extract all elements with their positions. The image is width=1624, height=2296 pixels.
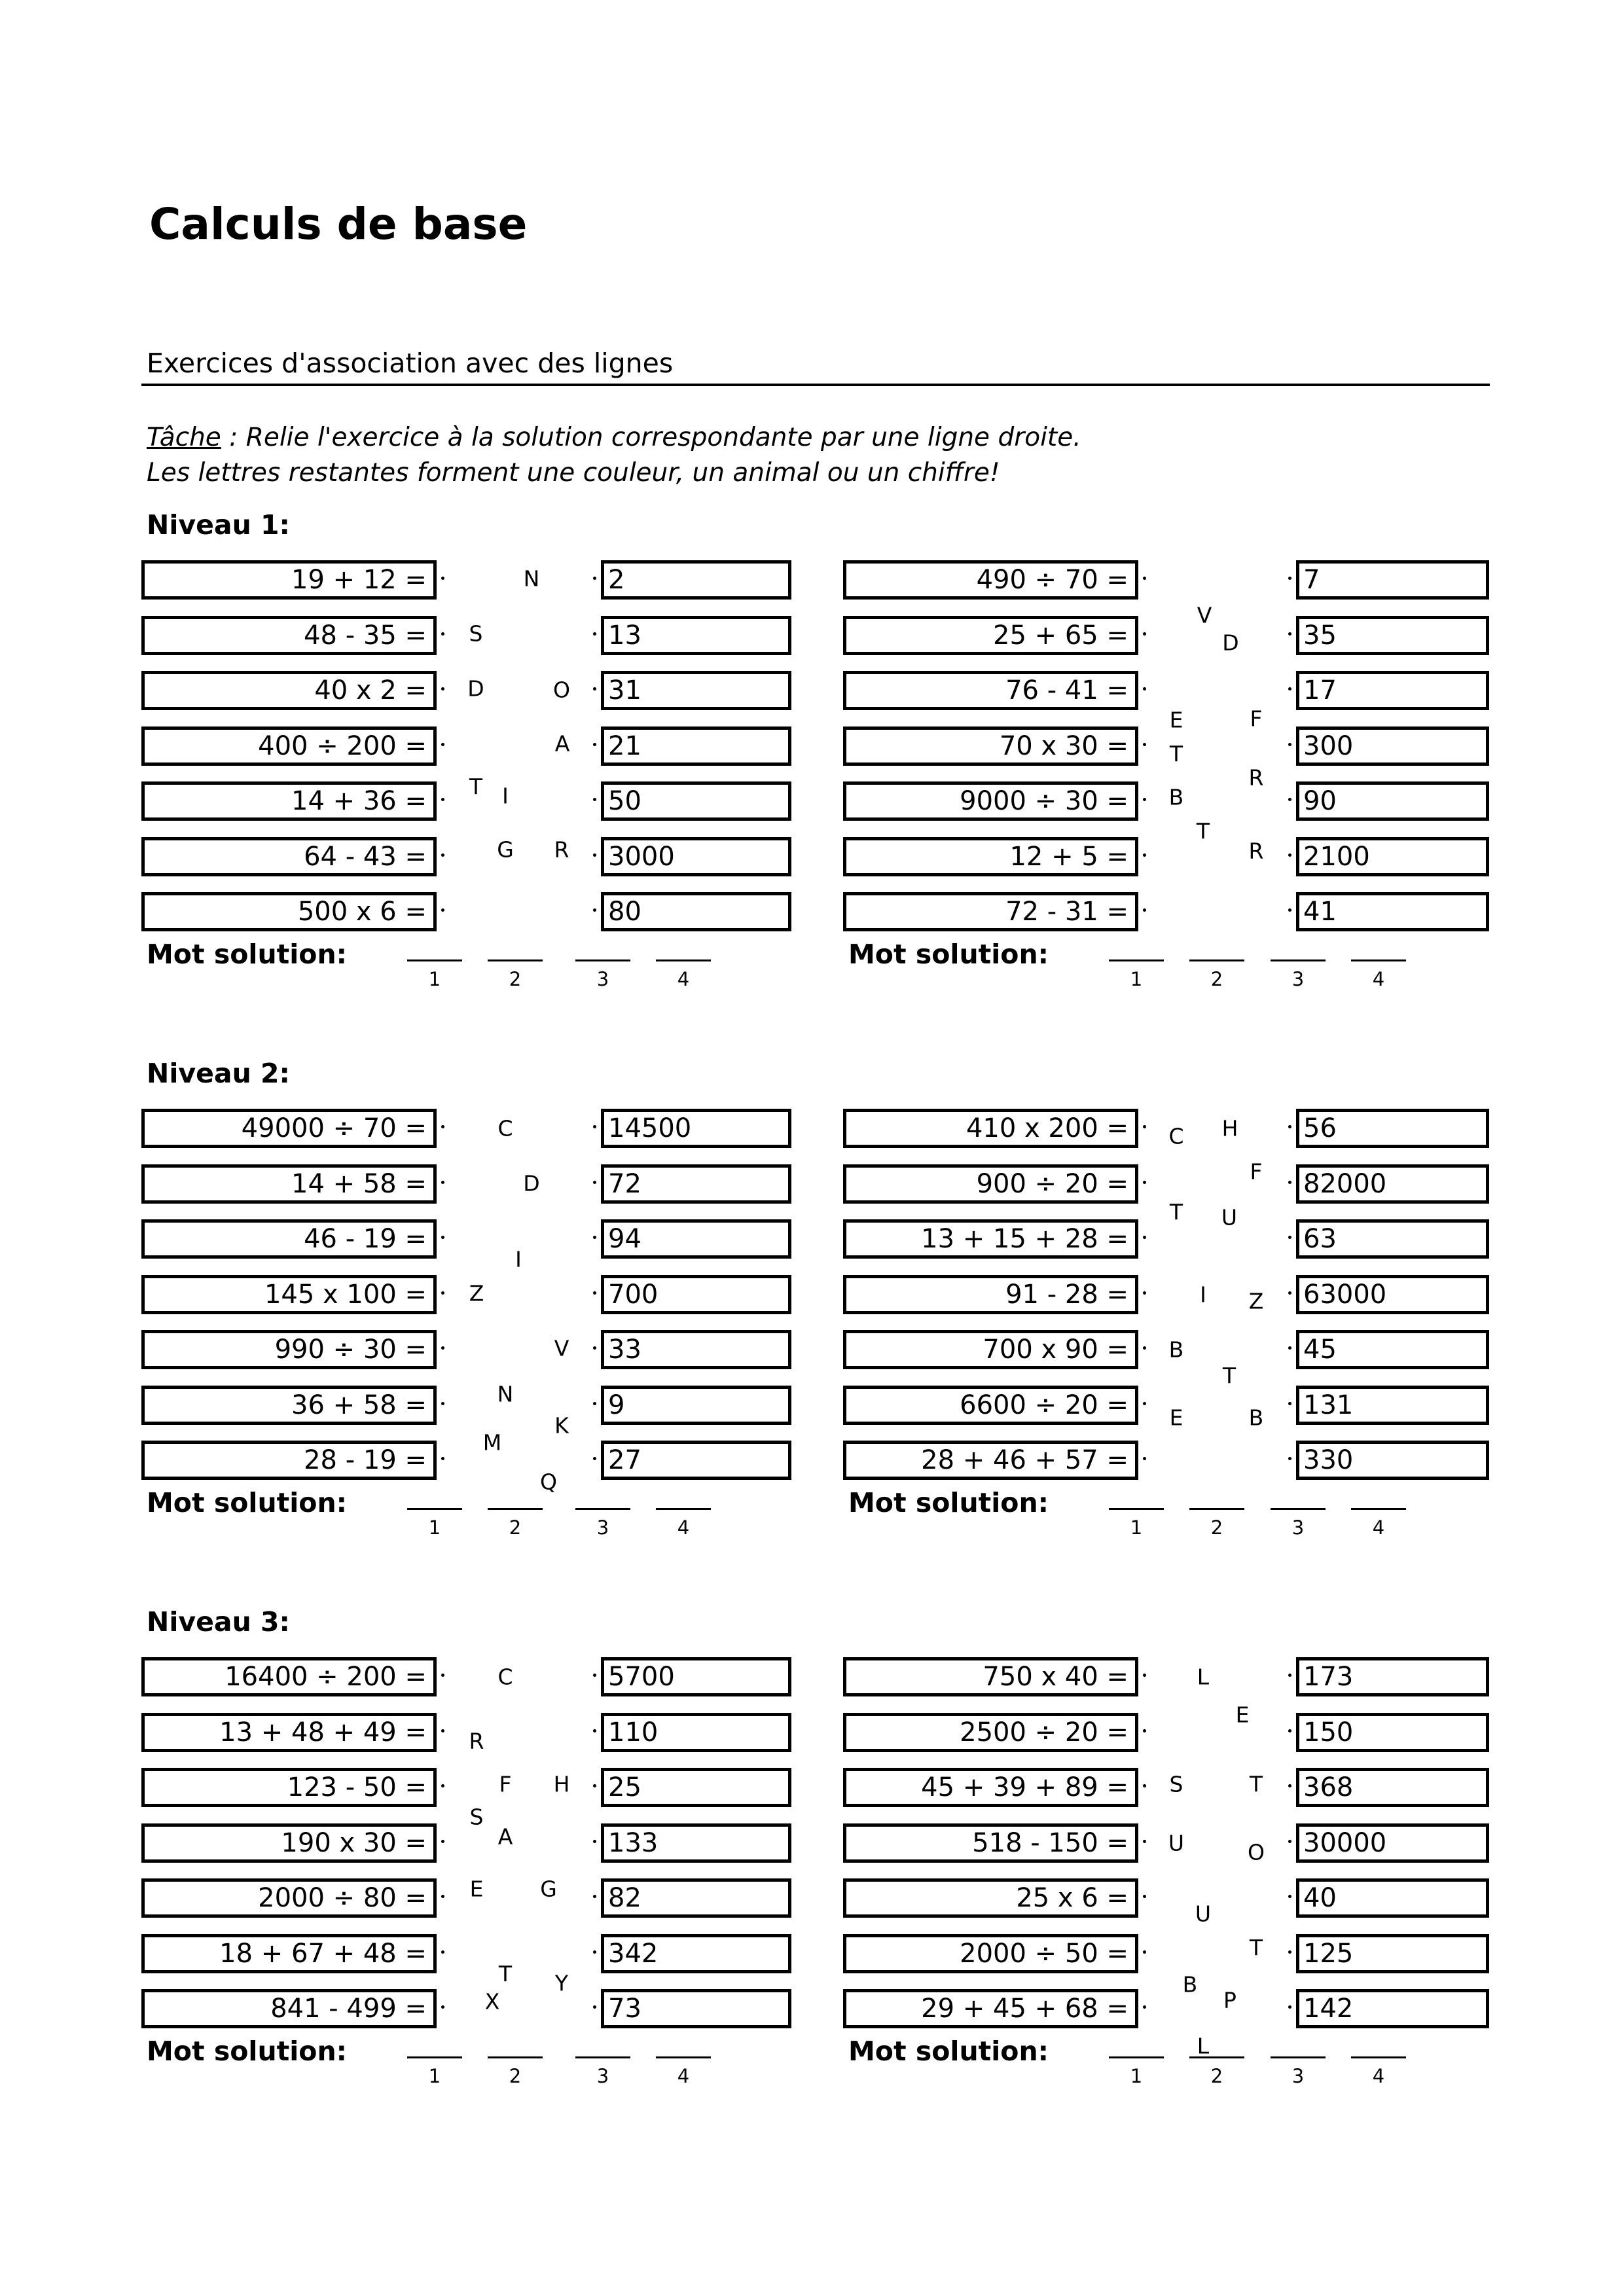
letter-s: S [1169, 1771, 1183, 1797]
answer-blank[interactable] [1109, 960, 1164, 961]
task-line-2: Les lettres restantes forment une couleur, un animal ou un chiffre! [147, 458, 1000, 488]
exercise-box: 19 + 12 = [141, 560, 437, 600]
letter-k: K [554, 1412, 569, 1439]
exercise-dot[interactable] [441, 577, 444, 580]
blank-number: 3 [596, 2064, 609, 2087]
exercise-box: 145 x 100 = [141, 1275, 437, 1314]
exercise-dot[interactable] [1143, 1346, 1146, 1350]
solution-box: 40 [1296, 1878, 1489, 1918]
exercise-box: 410 x 200 = [843, 1109, 1138, 1148]
letter-h: H [553, 1771, 570, 1797]
exercise-box: 2500 ÷ 20 = [843, 1713, 1138, 1752]
answer-blank[interactable] [656, 2056, 711, 2058]
exercise-dot[interactable] [441, 798, 444, 801]
solution-box: 56 [1296, 1109, 1489, 1148]
exercise-box: 400 ÷ 200 = [141, 726, 437, 766]
exercise-dot[interactable] [1143, 1181, 1146, 1184]
exercise-dot[interactable] [441, 1729, 444, 1732]
solution-dot[interactable] [593, 1236, 596, 1239]
solution-dot[interactable] [593, 687, 596, 691]
exercise-box: 190 x 30 = [141, 1823, 437, 1863]
exercise-box: 490 ÷ 70 = [843, 560, 1138, 600]
solution-dot[interactable] [1288, 798, 1291, 801]
answer-blank[interactable] [575, 960, 630, 961]
exercise-box: 28 - 19 = [141, 1441, 437, 1480]
exercise-dot[interactable] [1143, 798, 1146, 801]
solution-dot[interactable] [593, 1895, 596, 1898]
blank-number: 4 [677, 1516, 690, 1539]
letter-s: S [469, 620, 483, 647]
blank-number: 2 [1210, 2064, 1223, 2087]
answer-blank[interactable] [407, 960, 462, 961]
solution-dot[interactable] [1288, 1346, 1291, 1350]
letter-c: C [497, 1115, 513, 1141]
solution-dot[interactable] [593, 2005, 596, 2009]
letter-f: F [1250, 1158, 1263, 1185]
solution-box: 45 [1296, 1330, 1489, 1369]
exercise-dot[interactable] [1143, 1125, 1146, 1128]
solution-dot[interactable] [593, 1402, 596, 1405]
mot-solution-label: Mot solution: [848, 938, 1049, 970]
exercise-box: 13 + 15 + 28 = [843, 1219, 1138, 1259]
letter-z: Z [469, 1280, 484, 1306]
solution-box: 13 [601, 616, 791, 655]
solution-box: 90 [1296, 781, 1489, 821]
blank-number: 4 [1372, 1516, 1385, 1539]
blank-number: 2 [509, 1516, 522, 1539]
solution-box: 73 [601, 1989, 791, 2028]
solution-dot[interactable] [593, 1125, 596, 1128]
solution-box: 63 [1296, 1219, 1489, 1259]
solution-box: 33 [601, 1330, 791, 1369]
blank-number: 4 [677, 967, 690, 990]
solution-box: 131 [1296, 1386, 1489, 1425]
solution-box: 31 [601, 671, 791, 710]
level-title: Niveau 1: [147, 509, 290, 541]
exercise-box: 2000 ÷ 80 = [141, 1878, 437, 1918]
task-line-1: : Relie l'exercice à la solution correspondante par une ligne droite. [221, 423, 1081, 452]
mot-solution-label: Mot solution: [848, 1486, 1049, 1518]
page-title: Calculs de base [149, 199, 528, 249]
solution-box: 7 [1296, 560, 1489, 600]
letter-n: N [523, 565, 540, 592]
solution-box: 342 [601, 1934, 791, 1973]
solution-box: 35 [1296, 616, 1489, 655]
letter-t: T [498, 1961, 513, 1987]
letter-t: T [1222, 1363, 1236, 1389]
exercise-dot[interactable] [441, 1236, 444, 1239]
exercise-dot[interactable] [1143, 853, 1146, 857]
exercise-box: 990 ÷ 30 = [141, 1330, 437, 1369]
answer-blank[interactable] [407, 1508, 462, 1510]
letter-g: G [540, 1876, 557, 1902]
letter-l: L [1197, 1664, 1210, 1690]
letter-e: E [1169, 1405, 1183, 1431]
blank-number: 1 [1130, 1516, 1143, 1539]
letter-v: V [554, 1335, 569, 1361]
letter-f: F [499, 1771, 512, 1797]
solution-dot[interactable] [1288, 1457, 1291, 1460]
exercise-dot[interactable] [1143, 1950, 1146, 1954]
level-title: Niveau 2: [147, 1058, 290, 1089]
exercise-dot[interactable] [441, 1674, 444, 1677]
exercise-box: 9000 ÷ 30 = [843, 781, 1138, 821]
solution-dot[interactable] [593, 1346, 596, 1350]
letter-r: R [1248, 838, 1264, 864]
solution-box: 82 [601, 1878, 791, 1918]
solution-dot[interactable] [593, 1181, 596, 1184]
exercise-dot[interactable] [1143, 1291, 1146, 1295]
answer-blank[interactable] [1351, 960, 1406, 961]
answer-blank[interactable] [1351, 2056, 1406, 2058]
answer-blank[interactable] [656, 1508, 711, 1510]
exercise-box: 18 + 67 + 48 = [141, 1934, 437, 1973]
letter-d: D [467, 675, 484, 702]
letter-o: O [1248, 1839, 1265, 1865]
exercise-dot[interactable] [441, 1840, 444, 1843]
letter-c: C [1168, 1123, 1184, 1149]
blank-number: 2 [1210, 967, 1223, 990]
letter-b: B [1248, 1405, 1264, 1431]
blank-number: 1 [1130, 967, 1143, 990]
solution-box: 9 [601, 1386, 791, 1425]
blank-number: 3 [596, 1516, 609, 1539]
solution-box: 2100 [1296, 837, 1489, 876]
solution-box: 72 [601, 1164, 791, 1204]
exercise-box: 48 - 35 = [141, 616, 437, 655]
solution-dot[interactable] [1288, 687, 1291, 691]
solution-dot[interactable] [593, 1291, 596, 1295]
solution-box: 63000 [1296, 1275, 1489, 1314]
solution-dot[interactable] [1288, 1840, 1291, 1843]
solution-box: 41 [1296, 892, 1489, 931]
blank-number: 2 [509, 2064, 522, 2087]
exercise-box: 46 - 19 = [141, 1219, 437, 1259]
letter-r: R [469, 1728, 484, 1754]
exercise-dot[interactable] [1143, 743, 1146, 746]
letter-i: I [515, 1246, 522, 1272]
letter-b: B [1168, 784, 1184, 810]
exercise-box: 25 + 65 = [843, 616, 1138, 655]
blank-number: 3 [1291, 2064, 1305, 2087]
exercise-dot[interactable] [1143, 1674, 1146, 1677]
exercise-box: 2000 ÷ 50 = [843, 1934, 1138, 1973]
letter-t: T [1249, 1935, 1263, 1961]
exercise-dot[interactable] [1143, 1457, 1146, 1460]
exercise-box: 25 x 6 = [843, 1878, 1138, 1918]
letter-i: I [1200, 1282, 1206, 1308]
solution-dot[interactable] [1288, 1181, 1291, 1184]
solution-dot[interactable] [1288, 1125, 1291, 1128]
letter-n: N [497, 1381, 514, 1407]
exercise-dot[interactable] [441, 632, 444, 636]
solution-box: 94 [601, 1219, 791, 1259]
solution-dot[interactable] [593, 632, 596, 636]
solution-box: 14500 [601, 1109, 791, 1148]
exercise-dot[interactable] [1143, 1402, 1146, 1405]
exercise-box: 750 x 40 = [843, 1657, 1138, 1696]
solution-box: 300 [1296, 726, 1489, 766]
exercise-box: 28 + 46 + 57 = [843, 1441, 1138, 1480]
solution-dot[interactable] [1288, 908, 1291, 912]
task-instructions [147, 420, 1081, 491]
letter-f: F [1250, 706, 1263, 732]
letter-b: B [1168, 1336, 1184, 1363]
answer-blank[interactable] [1189, 2056, 1244, 2058]
solution-box: 82000 [1296, 1164, 1489, 1204]
exercise-box: 64 - 43 = [141, 837, 437, 876]
exercise-dot[interactable] [441, 1181, 444, 1184]
exercise-dot[interactable] [441, 743, 444, 746]
exercise-dot[interactable] [441, 1291, 444, 1295]
letter-e: E [1235, 1702, 1250, 1728]
letter-q: Q [540, 1469, 557, 1495]
solution-dot[interactable] [593, 1950, 596, 1954]
exercise-box: 76 - 41 = [843, 671, 1138, 710]
solution-dot[interactable] [593, 908, 596, 912]
level-title: Niveau 3: [147, 1606, 290, 1638]
letter-t: T [1249, 1771, 1263, 1797]
letter-l: L [1197, 2033, 1210, 2059]
exercise-dot[interactable] [1143, 1840, 1146, 1843]
letter-u: U [1168, 1830, 1185, 1856]
solution-box: 125 [1296, 1934, 1489, 1973]
letter-u: U [1221, 1204, 1238, 1230]
letter-a: A [497, 1823, 513, 1850]
solution-box: 25 [601, 1768, 791, 1807]
solution-dot[interactable] [593, 1729, 596, 1732]
exercise-dot[interactable] [1143, 577, 1146, 580]
exercise-dot[interactable] [1143, 1895, 1146, 1898]
letter-p: P [1223, 1987, 1236, 2013]
exercise-box: 13 + 48 + 49 = [141, 1713, 437, 1752]
letter-e: E [1169, 707, 1183, 733]
solution-dot[interactable] [1288, 1291, 1291, 1295]
letter-g: G [497, 836, 514, 863]
exercise-dot[interactable] [441, 1346, 444, 1350]
solution-box: 80 [601, 892, 791, 931]
answer-blank[interactable] [656, 960, 711, 961]
mot-solution-label: Mot solution: [147, 1486, 348, 1518]
solution-dot[interactable] [1288, 632, 1291, 636]
answer-blank[interactable] [1189, 960, 1244, 961]
answer-blank[interactable] [1351, 1508, 1406, 1510]
exercise-box: 14 + 36 = [141, 781, 437, 821]
solution-dot[interactable] [1288, 1950, 1291, 1954]
exercise-dot[interactable] [441, 1950, 444, 1954]
solution-dot[interactable] [593, 1674, 596, 1677]
solution-dot[interactable] [593, 798, 596, 801]
blank-number: 4 [1372, 2064, 1385, 2087]
exercise-dot[interactable] [1143, 1784, 1146, 1787]
solution-dot[interactable] [593, 853, 596, 857]
solution-dot[interactable] [1288, 577, 1291, 580]
exercise-box: 29 + 45 + 68 = [843, 1989, 1138, 2028]
solution-dot[interactable] [593, 743, 596, 746]
letter-z: Z [1248, 1288, 1264, 1314]
exercise-dot[interactable] [1143, 2005, 1146, 2009]
exercise-dot[interactable] [441, 1895, 444, 1898]
answer-blank[interactable] [575, 1508, 630, 1510]
exercise-box: 36 + 58 = [141, 1386, 437, 1425]
letter-b: B [1182, 1971, 1198, 1998]
answer-blank[interactable] [488, 1508, 543, 1510]
exercise-box: 6600 ÷ 20 = [843, 1386, 1138, 1425]
solution-dot[interactable] [1288, 1402, 1291, 1405]
mot-solution-label: Mot solution: [147, 938, 348, 970]
exercise-box: 500 x 6 = [141, 892, 437, 931]
answer-blank[interactable] [1271, 960, 1326, 961]
exercise-box: 45 + 39 + 89 = [843, 1768, 1138, 1807]
solution-dot[interactable] [1288, 2005, 1291, 2009]
section-subtitle: Exercices d'association avec des lignes [147, 348, 674, 379]
blank-number: 1 [428, 967, 441, 990]
solution-box: 700 [601, 1275, 791, 1314]
letter-u: U [1195, 1901, 1212, 1927]
mot-solution-label: Mot solution: [848, 2035, 1049, 2067]
solution-dot[interactable] [1288, 1784, 1291, 1787]
solution-box: 17 [1296, 671, 1489, 710]
exercise-dot[interactable] [441, 1457, 444, 1460]
solution-dot[interactable] [1288, 853, 1291, 857]
exercise-box: 91 - 28 = [843, 1275, 1138, 1314]
exercise-box: 70 x 30 = [843, 726, 1138, 766]
blank-number: 1 [1130, 2064, 1143, 2087]
task-label: Tâche [147, 423, 221, 452]
answer-blank[interactable] [1109, 1508, 1164, 1510]
exercise-box: 12 + 5 = [843, 837, 1138, 876]
letter-o: O [553, 677, 570, 703]
letter-r: R [1248, 764, 1264, 791]
solution-box: 27 [601, 1441, 791, 1480]
blank-number: 3 [596, 967, 609, 990]
letter-e: E [469, 1876, 484, 1902]
solution-dot[interactable] [593, 577, 596, 580]
letter-t: T [469, 774, 483, 800]
exercise-dot[interactable] [441, 687, 444, 691]
letter-t: T [1169, 741, 1183, 767]
exercise-box: 900 ÷ 20 = [843, 1164, 1138, 1204]
letter-a: A [554, 730, 570, 757]
solution-box: 21 [601, 726, 791, 766]
solution-dot[interactable] [593, 1457, 596, 1460]
exercise-dot[interactable] [441, 853, 444, 857]
exercise-box: 841 - 499 = [141, 1989, 437, 2028]
solution-dot[interactable] [1288, 1729, 1291, 1732]
blank-number: 3 [1291, 1516, 1305, 1539]
answer-blank[interactable] [488, 2056, 543, 2058]
mot-solution-label: Mot solution: [147, 2035, 348, 2067]
exercise-dot[interactable] [1143, 1729, 1146, 1732]
blank-number: 1 [428, 2064, 441, 2087]
solution-dot[interactable] [1288, 743, 1291, 746]
blank-number: 3 [1291, 967, 1305, 990]
letter-h: H [1221, 1115, 1238, 1141]
exercise-dot[interactable] [1143, 632, 1146, 636]
letter-m: M [482, 1429, 502, 1456]
exercise-box: 14 + 58 = [141, 1164, 437, 1204]
solution-dot[interactable] [1288, 1895, 1291, 1898]
blank-number: 2 [1210, 1516, 1223, 1539]
solution-box: 3000 [601, 837, 791, 876]
answer-blank[interactable] [1271, 2056, 1326, 2058]
letter-t: T [1196, 818, 1210, 844]
solution-box: 2 [601, 560, 791, 600]
letter-s: S [469, 1804, 484, 1830]
solution-box: 5700 [601, 1657, 791, 1696]
letter-i: I [502, 783, 509, 809]
letter-y: Y [554, 1970, 569, 1996]
exercise-dot[interactable] [1143, 687, 1146, 691]
letter-d: D [1222, 630, 1239, 656]
solution-box: 110 [601, 1713, 791, 1752]
blank-number: 4 [1372, 967, 1385, 990]
solution-box: 133 [601, 1823, 791, 1863]
solution-box: 142 [1296, 1989, 1489, 2028]
exercise-box: 49000 ÷ 70 = [141, 1109, 437, 1148]
letter-d: D [523, 1170, 540, 1196]
solution-box: 50 [601, 781, 791, 821]
answer-blank[interactable] [1189, 1508, 1244, 1510]
answer-blank[interactable] [575, 2056, 630, 2058]
solution-dot[interactable] [1288, 1236, 1291, 1239]
letter-r: R [554, 836, 569, 863]
exercise-dot[interactable] [441, 908, 444, 912]
solution-box: 30000 [1296, 1823, 1489, 1863]
letter-t: T [1169, 1199, 1183, 1225]
letter-v: V [1197, 602, 1212, 628]
blank-number: 1 [428, 1516, 441, 1539]
exercise-dot[interactable] [441, 2005, 444, 2009]
answer-blank[interactable] [1109, 2056, 1164, 2058]
solution-box: 173 [1296, 1657, 1489, 1696]
letter-x: X [484, 1988, 500, 2015]
solution-box: 368 [1296, 1768, 1489, 1807]
exercise-box: 72 - 31 = [843, 892, 1138, 931]
answer-blank[interactable] [488, 960, 543, 961]
exercise-dot[interactable] [441, 1402, 444, 1405]
letter-c: C [497, 1664, 513, 1690]
answer-blank[interactable] [1271, 1508, 1326, 1510]
exercise-box: 518 - 150 = [843, 1823, 1138, 1863]
solution-box: 150 [1296, 1713, 1489, 1752]
subtitle-underline [141, 384, 1490, 386]
exercise-box: 700 x 90 = [843, 1330, 1138, 1369]
solution-dot[interactable] [593, 1784, 596, 1787]
answer-blank[interactable] [407, 2056, 462, 2058]
solution-dot[interactable] [1288, 1674, 1291, 1677]
solution-dot[interactable] [593, 1840, 596, 1843]
solution-box: 330 [1296, 1441, 1489, 1480]
exercise-dot[interactable] [441, 1784, 444, 1787]
exercise-box: 16400 ÷ 200 = [141, 1657, 437, 1696]
exercise-dot[interactable] [1143, 1236, 1146, 1239]
exercise-dot[interactable] [1143, 908, 1146, 912]
exercise-box: 40 x 2 = [141, 671, 437, 710]
blank-number: 2 [509, 967, 522, 990]
blank-number: 4 [677, 2064, 690, 2087]
exercise-box: 123 - 50 = [141, 1768, 437, 1807]
exercise-dot[interactable] [441, 1125, 444, 1128]
